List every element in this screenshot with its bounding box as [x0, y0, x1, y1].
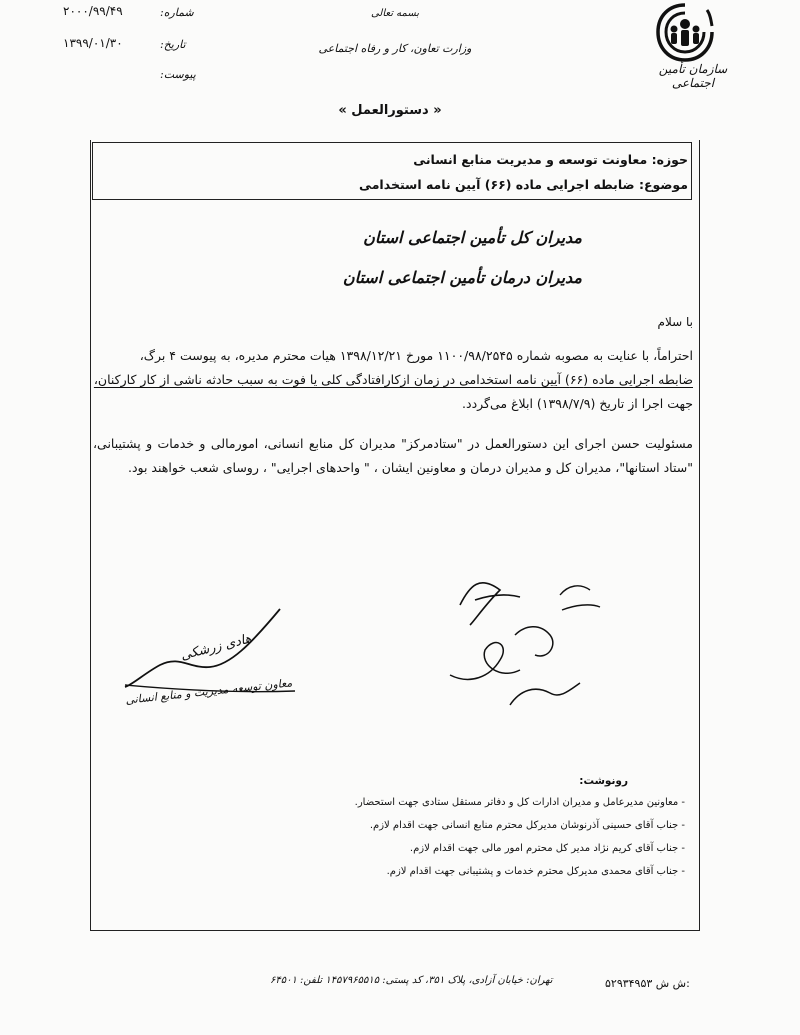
body-paragraph-2: مسئولیت حسن اجرای این دستورالعمل در "ستادمرکز" مدیران کل منابع انسانی، امورمالی و خدمات و پشتیبانی، "ستاد استانها"، مدیران کل و مدیران درمان و معاونین ایشان ، " واحدهای اجرایی" ، روسای شعب خواهند بود.	[93, 436, 693, 475]
letter-frame	[90, 140, 700, 931]
body-line-3: جهت اجرا از تاریخ (۱۳۹۸/۷/۹) ابلاغ می‌گردد.	[462, 396, 693, 411]
handwritten-note-scribble	[440, 565, 610, 725]
greeting: با سلام	[657, 315, 693, 329]
recipient-2: مدیران درمان تأمین اجتماعی استان	[342, 268, 582, 287]
recipient-1: مدیران کل تأمین اجتماعی استان	[363, 228, 582, 247]
body-line-1: احتراماً، با عنایت به مصوبه شماره ۱۱۰۰/۹۸/۲۵۴۵ مورخ ۱۳۹۸/۱۲/۲۱ هیات محترم مدیره، به پیوست ۴ برگ،	[139, 348, 693, 363]
ministry-name: وزارت تعاون، کار و رفاه اجتماعی	[318, 42, 472, 55]
directive-title: « دستورالعمل »	[338, 103, 442, 118]
footer-code: ش ش ۵۲۹۳۴۹۵۳:	[605, 977, 690, 990]
copy-item-2: - جناب آقای حسینی آذرنوشان مدیرکل محترم منابع انسانی جهت اقدام لازم.	[369, 820, 685, 831]
organization-name: سازمان تأمین اجتماعی	[658, 62, 728, 90]
date-value: ۱۳۹۹/۰۱/۳۰	[63, 36, 123, 50]
domain-line: حوزه: معاونت توسعه و مدیریت منابع انسانی	[413, 152, 688, 167]
attachment-label: پیوست:	[160, 68, 196, 81]
body-line-2: ضابطه اجرایی ماده (۶۶) آیین نامه استخدامی در زمان ازکارافتادگی کلی یا فوت به سبب حادثه ناشی از کار کارکنان،	[93, 372, 693, 387]
number-value: ۲۰۰۰/۹۹/۴۹	[63, 4, 123, 18]
copy-item-3: - جناب آقای کریم نژاد مدیر کل محترم امور مالی جهت اقدام لازم.	[409, 843, 685, 854]
footer-address: تهران: خیابان آزادی، پلاک ۳۵۱، کد پستی: ۱۴۵۷۹۶۵۵۱۵ تلفن: ۶۴۵۰۱	[270, 975, 553, 986]
social-security-logo-icon	[655, 2, 715, 64]
signer-name: هادی زرشکی	[179, 631, 254, 664]
copy-item-4: - جناب آقای محمدی مدیرکل محترم خدمات و پشتیبانی جهت اقدام لازم.	[386, 866, 685, 877]
subject-line: موضوع: ضابطه اجرایی ماده (۶۶) آیین نامه استخدامی	[359, 177, 688, 192]
number-label: شماره:	[160, 6, 194, 19]
signer-title: معاون توسعه مدیریت و منابع انسانی	[124, 676, 293, 707]
copies-heading: رونوشت:	[579, 775, 628, 787]
date-label: تاریخ:	[160, 38, 186, 51]
copy-item-1: - معاونین مدیرعامل و مدیران ادارات کل و دفاتر مستقل ستادی جهت استحضار.	[354, 797, 685, 808]
letter-body	[93, 344, 693, 480]
basmala: بسمه تعالی	[370, 8, 420, 19]
